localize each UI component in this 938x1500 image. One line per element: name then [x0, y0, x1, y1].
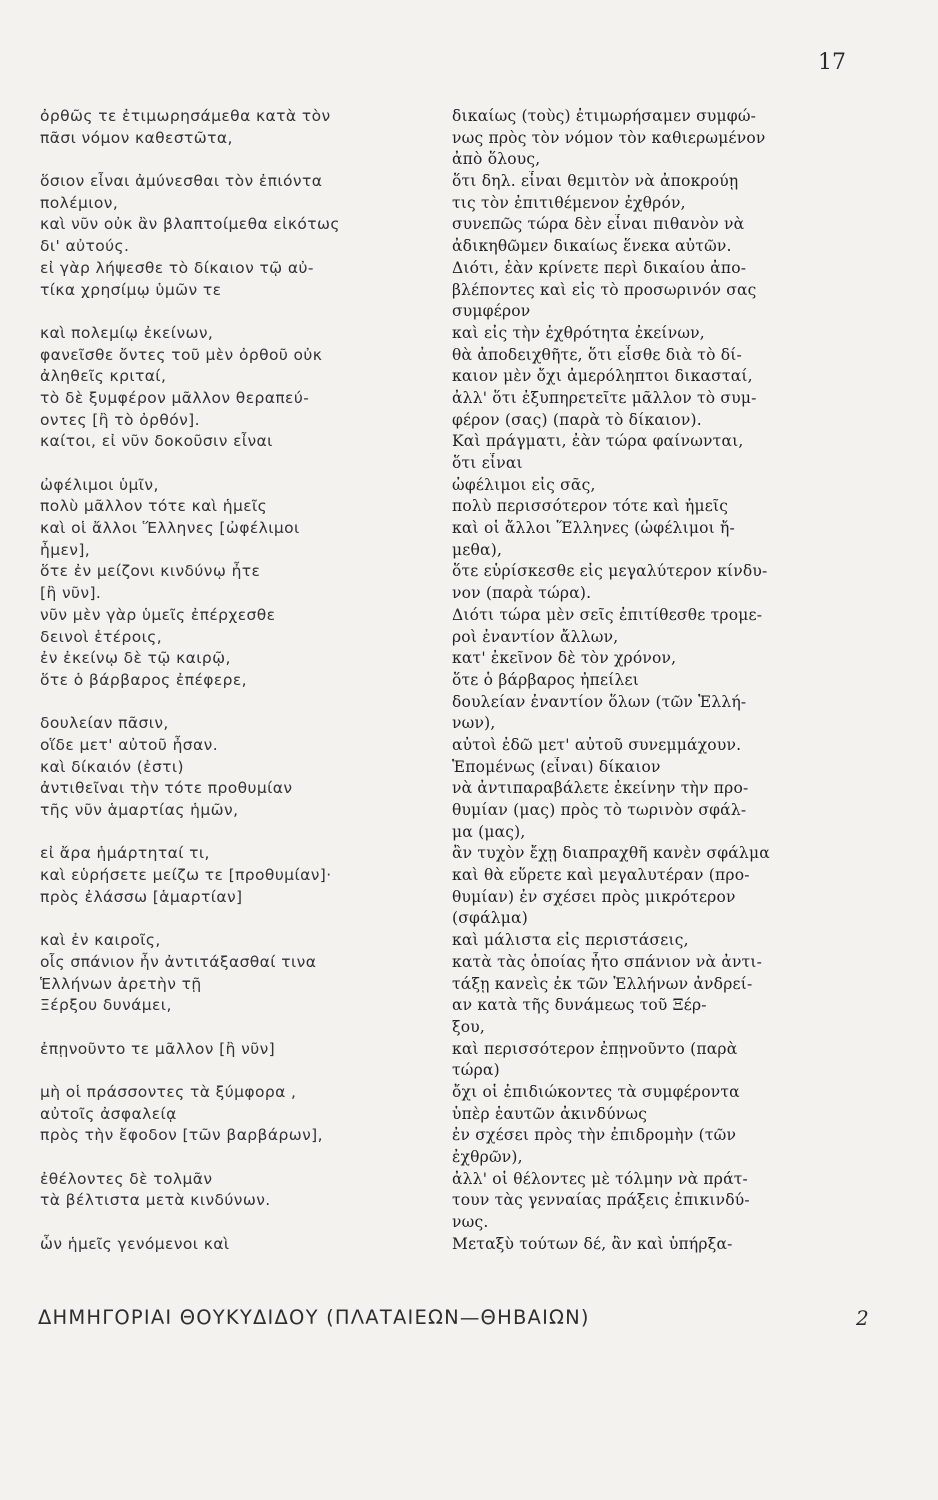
ancient-text-line: πολέμιον,: [40, 193, 119, 212]
translation-line: καὶ οἱ ἄλλοι Ἕλληνες (ὠφέλιμοι ἤ-: [452, 519, 735, 538]
translation-line: θυμίαν (μας) πρὸς τὸ τωρινὸν σφάλ-: [452, 801, 747, 819]
translation-line: αν κατὰ τῆς δυνάμεως τοῦ Ξέρ-: [452, 996, 707, 1015]
ancient-text-line: ἐθέλοντες δὲ τολμᾶν: [40, 1169, 213, 1188]
ancient-text-line: τὸ δὲ ξυμφέρον μᾶλλον θεραπεύ-: [40, 388, 310, 407]
translation-line: ροὶ ἐναντίον ἄλλων,: [452, 627, 619, 646]
translation-line: συμφέρον: [452, 302, 531, 321]
ancient-text-line: ὅτε ἐν μείζονι κινδύνῳ ἦτε: [40, 562, 261, 581]
ancient-text-line: μὴ οἱ πράσσοντες τὰ ξύμφορα ,: [40, 1082, 297, 1101]
translation-line: θὰ ἀποδειχθῆτε, ὅτι εἶσθε διὰ τὸ δί-: [452, 345, 742, 364]
translation-line: Διότι τώρα μὲν σεῖς ἐπιτίθεσθε τρομε-: [452, 605, 763, 624]
translation-line: ἐν σχέσει πρὸς τὴν ἐπιδρομὴν (τῶν: [452, 1126, 737, 1145]
ancient-text-line: φανεῖσθε ὄντες τοῦ μὲν ὀρθοῦ οὐκ: [40, 345, 323, 364]
translation-line: ἂν τυχὸν ἔχῃ διαπραχθῆ κανὲν σφάλμα: [452, 844, 770, 863]
translation-line: ξου,: [452, 1017, 486, 1036]
translation-line: αὐτοὶ ἐδῶ μετ' αὐτοῦ συνεμμάχουν.: [452, 735, 742, 754]
ancient-text-line: [40, 1017, 440, 1039]
ancient-text-line: [40, 908, 440, 930]
translation-line: ἀπὸ ὅλους,: [452, 150, 541, 169]
ancient-text-line: [ἢ νῦν].: [40, 584, 102, 603]
ancient-text-line: [40, 1212, 440, 1234]
ancient-text-line: τίκα χρησίμῳ ὑμῶν τε: [40, 280, 222, 299]
translation-line: Καὶ πράγματι, ἐὰν τώρα φαίνωνται,: [452, 432, 744, 451]
translation-line: ἀλλ' οἱ θέλοντες μὲ τόλμην νὰ πράτ-: [452, 1169, 748, 1188]
translation-line: ὅτε εὑρίσκεσθε εἰς μεγαλύτερον κίνδυ-: [452, 562, 768, 581]
ancient-text-line: ἀντιθεῖναι τὴν τότε προθυμίαν: [40, 779, 293, 798]
ancient-text-line: Ξέρξου δυνάμει,: [40, 996, 172, 1015]
translation-line: ὅτι δηλ. εἶναι θεμιτὸν νὰ ἀποκρούῃ: [452, 172, 739, 191]
ancient-text-line: πρὸς ἐλάσσω [ἁμαρτίαν]: [40, 887, 243, 906]
page-number: 17: [818, 50, 846, 75]
translation-line: κατ' ἐκεῖνον δὲ τὸν χρόνον,: [452, 649, 677, 668]
translation-line: ἐχθρῶν),: [452, 1148, 523, 1166]
ancient-text-line: καὶ πολεμίῳ ἐκείνων,: [40, 323, 214, 342]
translation-line: ὠφέλιμοι εἰς σᾶς,: [452, 475, 596, 494]
translation-line: ἀδικηθῶμεν δικαίως ἕνεκα αὐτῶν.: [452, 237, 732, 256]
ancient-text-line: Ἑλλήνων ἀρετὴν τῇ: [40, 974, 202, 993]
translation-line: ὅτι εἶναι: [452, 454, 523, 472]
ancient-text-line: ὠφέλιμοι ὑμῖν,: [40, 475, 159, 494]
ancient-text-line: ἦμεν],: [40, 540, 91, 559]
ancient-text-line: εἰ γὰρ λήψεσθε τὸ δίκαιον τῷ αὐ-: [40, 258, 314, 277]
translation-line: καιον μὲν ὄχι ἀμερόληπτοι δικασταί,: [452, 367, 753, 386]
footer-title: ΔΗΜΗΓΟΡΙΑΙ ΘΟΥΚΥΔΙΔΟΥ (ΠΛΑΤΑΙΕΩΝ—ΘΗΒΑΙΩΝ): [38, 1306, 590, 1329]
ancient-text-line: ὀρθῶς τε ἐτιμωρησάμεθα κατὰ τὸν: [40, 107, 331, 125]
translation-line: συνεπῶς τώρα δὲν εἶναι πιθανὸν νὰ: [452, 215, 745, 234]
ancient-text-line: πολὺ μᾶλλον τότε καὶ ἡμεῖς: [40, 497, 268, 516]
ancient-text-line: [40, 453, 440, 475]
ancient-text-line: [40, 149, 440, 171]
translation-line: μεθα),: [452, 540, 503, 559]
translation-line: νὰ ἀντιπαραβάλετε ἐκείνην τὴν προ-: [452, 779, 749, 798]
translation-line: καὶ εἰς τὴν ἐχθρότητα ἐκείνων,: [452, 323, 705, 342]
ancient-text-line: πᾶσι νόμον καθεστῶτα,: [40, 128, 233, 147]
translation-line: τάξῃ κανεὶς ἐκ τῶν Ἑλλήνων ἀνδρεί-: [452, 974, 753, 993]
ancient-text-line: δεινοὶ ἑτέροις,: [40, 627, 163, 646]
translation-line: θυμίαν) ἐν σχέσει πρὸς μικρότερον: [452, 887, 736, 906]
translation-line: νον (παρὰ τώρα).: [452, 584, 592, 603]
translation-line: νως.: [452, 1213, 489, 1232]
translation-line: (σφάλμα): [452, 909, 528, 928]
ancient-text-line: τὰ βέλτιστα μετὰ κινδύνων.: [40, 1191, 271, 1210]
ancient-text-line: οἷς σπάνιον ἦν ἀντιτάξασθαί τινα: [40, 952, 317, 971]
translation-line: φέρον (σας) (παρὰ τὸ δίκαιον).: [452, 410, 702, 429]
ancient-text-line: καὶ δίκαιόν (ἐστι): [40, 757, 184, 776]
translation-line: βλέποντες καὶ εἰς τὸ προσωρινόν σας: [452, 280, 757, 299]
translation-line: ὑπὲρ ἑαυτῶν ἀκινδύνως: [452, 1104, 648, 1123]
ancient-text-line: [40, 822, 440, 844]
translation-line: ἀλλ' ὅτι ἐξυπηρετεῖτε μᾶλλον τὸ συμ-: [452, 388, 757, 407]
translation-line: Ἑπομένως (εἶναι) δίκαιον: [452, 757, 661, 776]
translation-line: Διότι, ἐὰν κρίνετε περὶ δικαίου ἀπο-: [452, 258, 747, 277]
translation-line: ὅτε ὁ βάρβαρος ἠπείλει: [452, 670, 640, 689]
translation-line: πολὺ περισσότερον τότε καὶ ἡμεῖς: [452, 497, 729, 516]
ancient-text-line: [40, 1060, 440, 1082]
ancient-text-line: δουλείαν πᾶσιν,: [40, 714, 169, 733]
ancient-text-line: οντες [ἢ τὸ ὀρθόν].: [40, 410, 200, 429]
ancient-text-line: αὐτοῖς ἀσφαλείᾳ: [40, 1104, 177, 1123]
ancient-text-line: νῦν μὲν γὰρ ὑμεῖς ἐπέρχεσθε: [40, 605, 276, 624]
ancient-greek-column: [40, 106, 440, 1255]
translation-line: κατὰ τὰς ὁποίας ἦτο σπάνιον νὰ ἀντι-: [452, 952, 763, 971]
ancient-text-line: οἵδε μετ' αὐτοῦ ἦσαν.: [40, 735, 219, 754]
ancient-text-line: καίτοι, εἰ νῦν δοκοῦσιν εἶναι: [40, 432, 273, 451]
footer-signature: 2: [856, 1306, 869, 1330]
translation-line: καὶ περισσότερον ἐπῃνοῦντο (παρὰ: [452, 1039, 738, 1058]
translation-line: ὄχι οἱ ἐπιδιώκοντες τὰ συμφέροντα: [452, 1082, 740, 1101]
ancient-text-line: [40, 301, 440, 323]
ancient-text-line: καὶ εὑρήσετε μείζω τε [προθυμίαν]·: [40, 866, 332, 885]
ancient-text-line: [40, 692, 440, 714]
translation-line: τώρα): [452, 1061, 500, 1080]
ancient-text-line: δι' αὐτούς.: [40, 237, 130, 256]
translation-line: νων),: [452, 714, 496, 733]
ancient-text-line: ἐν ἐκείνῳ δὲ τῷ καιρῷ,: [40, 649, 231, 668]
translation-line: δικαίως (τοὺς) ἐτιμωρήσαμεν συμφώ-: [452, 107, 757, 125]
ancient-text-line: καὶ ἐν καιροῖς,: [40, 931, 161, 950]
ancient-text-line: ἐπῃνοῦντο τε μᾶλλον [ἢ νῦν]: [40, 1039, 276, 1058]
translation-line: τις τὸν ἐπιτιθέμενον ἐχθρόν,: [452, 193, 686, 212]
translation-line: τουν τὰς γενναίας πράξεις ἐπικινδύ-: [452, 1191, 750, 1210]
translation-line: δουλείαν ἐναντίον ὅλων (τῶν Ἑλλή-: [452, 692, 747, 711]
translation-line: μα (μας),: [452, 822, 526, 841]
modern-greek-translation-column: [452, 106, 872, 1255]
translation-line: Μεταξὺ τούτων δέ, ἂν καὶ ὑπήρξα-: [452, 1234, 733, 1253]
ancient-text-line: πρὸς τὴν ἔφοδον [τῶν βαρβάρων],: [40, 1126, 323, 1145]
ancient-text-line: τῆς νῦν ἁμαρτίας ἡμῶν,: [40, 801, 239, 819]
ancient-text-line: καὶ νῦν οὐκ ἂν βλαπτοίμεθα εἰκότως: [40, 215, 340, 234]
ancient-text-line: ὅτε ὁ βάρβαρος ἐπέφερε,: [40, 670, 247, 689]
ancient-text-line: ὧν ἡμεῖς γενόμενοι καὶ: [40, 1234, 230, 1253]
translation-line: καὶ μάλιστα εἰς περιστάσεις,: [452, 931, 689, 950]
translation-line: νως πρὸς τὸν νόμον τὸν καθιερωμένον: [452, 128, 766, 147]
translation-line: καὶ θὰ εὕρετε καὶ μεγαλυτέραν (προ-: [452, 866, 750, 885]
ancient-text-line: [40, 1147, 440, 1169]
ancient-text-line: ὅσιον εἶναι ἀμύνεσθαι τὸν ἐπιόντα: [40, 172, 323, 191]
ancient-text-line: καὶ οἱ ἄλλοι Ἕλληνες [ὠφέλιμοι: [40, 519, 300, 538]
ancient-text-line: εἰ ἄρα ἡμάρτηταί τι,: [40, 844, 210, 863]
ancient-text-line: ἀληθεῖς κριταί,: [40, 367, 167, 386]
